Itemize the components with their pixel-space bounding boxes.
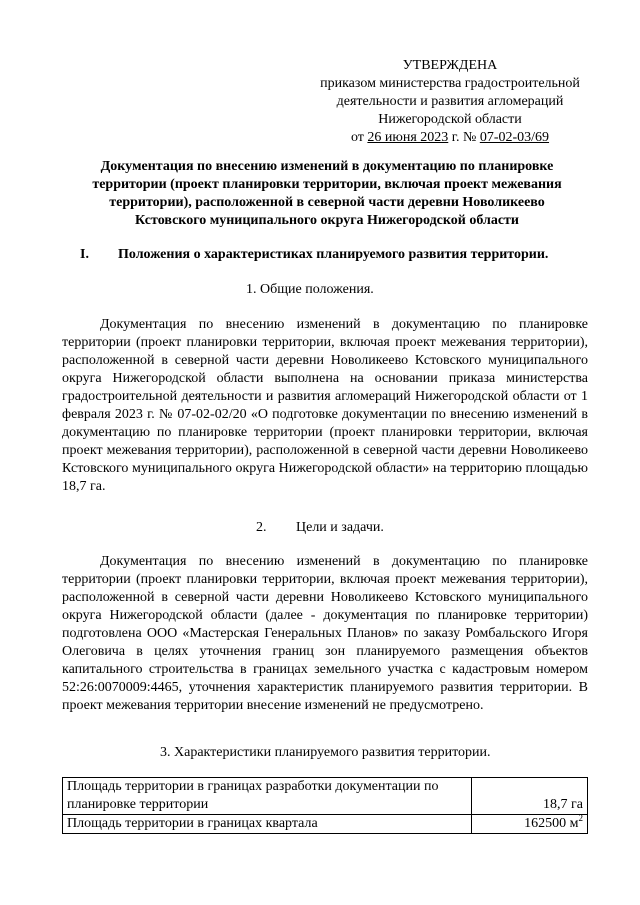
approval-ref-mid: г. № <box>451 130 477 145</box>
title-line-4: Кстовского муниципального округа Нижегородской области <box>135 213 519 228</box>
subsection-goals-number: 2. <box>256 520 267 535</box>
paragraph-general: Документация по внесению изменений в документацию по планировке территории (проект планировки территории, включая проект межевания территории), расположенной в северной части деревни Новоликеево Кстовского муниципального округа Нижегородской области выполнена на основании приказа министерства градостроительной деятельности и развития агломераций Нижегородской области от 1 февраля 2023 г. № 07-02-02/20 «О подготовке документации по внесению изменений в документацию по планировке территории (проект планировки территории, включая проект межевания территории), расположенной в северной части деревни Новоликеево Кстовского муниципального округа Нижегородской области» на территорию площадью 18,7 га. <box>62 317 588 494</box>
table-cell-label: Площадь территории в границах квартала <box>63 815 472 834</box>
characteristics-table <box>62 777 588 834</box>
approval-number: 07-02-03/69 <box>479 130 550 145</box>
approval-line-2: деятельности и развития агломераций <box>336 94 564 109</box>
subsection-goals <box>256 519 384 537</box>
title-line-3: территории), расположенной в северной части деревни Новоликеево <box>109 195 545 210</box>
title-line-1: Документация по внесению изменений в документацию по планировке <box>100 159 554 174</box>
table-cell-label: Площадь территории в границах разработки документации по планировке территории <box>63 778 472 815</box>
approval-reference <box>300 129 600 147</box>
table-row <box>63 815 588 834</box>
approval-line-1: приказом министерства градостроительной <box>320 76 580 91</box>
section-number: I. <box>80 247 89 262</box>
approval-date: 26 июня 2023 <box>367 130 449 145</box>
paragraph-goals: Документация по внесению изменений в документацию по планировке территории (проект планировки территории, включая проект межевания территории), расположенной в северной части деревни Новоликеево Кстовского муниципального округа Нижегородской области (далее - документация по планировке территории) подготовлена ООО «Мастерская Генеральных Планов» по заказу Ромбальского Игоря Олеговича в целях уточнения границ зон планируемого размещения объектов капитального строительства в границах земельного участка с кадастровым номером 52:26:0070009:4465, уточнения характеристик планируемого развития территории. В проект межевания территории внесение изменений не предусмотрено. <box>62 554 588 713</box>
approval-line-3: Нижегородской области <box>378 112 522 127</box>
value-text: 18,7 га <box>543 797 583 812</box>
value-unit-superscript: 2 <box>578 813 583 823</box>
subsection-general: 1. Общие положения. <box>246 282 374 297</box>
section-title: Положения о характеристиках планируемого развития территории. <box>118 247 549 262</box>
subsection-characteristics: 3. Характеристики планируемого развития территории. <box>160 745 491 760</box>
approval-stamp <box>300 57 600 147</box>
approval-ref-prefix: от <box>350 130 364 145</box>
value-text: 162500 м <box>524 816 579 831</box>
table-row <box>63 778 588 815</box>
document-title <box>62 158 592 230</box>
table-cell-value <box>472 815 588 834</box>
table-cell-value <box>472 778 588 815</box>
subsection-goals-title: Цели и задачи. <box>296 520 384 535</box>
section-heading <box>80 246 600 264</box>
title-line-2: территории (проект планировки территории, включая проект межевания <box>92 177 562 192</box>
approval-heading: УТВЕРЖДЕНА <box>402 58 498 73</box>
